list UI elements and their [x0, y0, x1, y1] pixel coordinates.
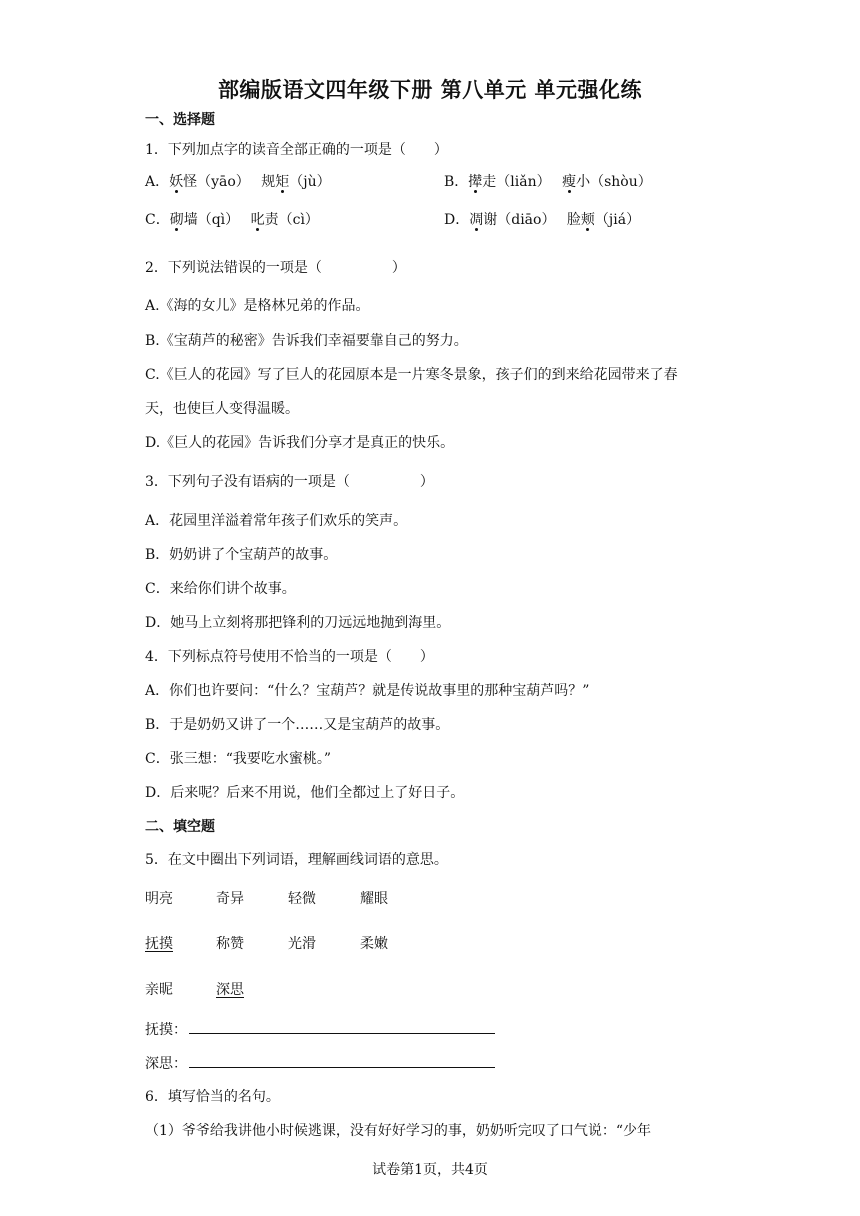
question-4-option-c: C．张三想：“我要吃水蜜桃。”: [145, 751, 332, 767]
question-4-option-a: A．你们也许要问：“什么？宝葫芦？就是传说故事里的那种宝葫芦吗？”: [145, 683, 590, 699]
question-1-stem: 1．下列加点字的读音全部正确的一项是（ ）: [145, 142, 448, 158]
question-4-option-d: D．后来呢？后来不用说，他们全都过上了好日子。: [145, 785, 465, 801]
word-item: 称赞: [216, 936, 244, 952]
page-footer: 试卷第1页，共4页: [372, 1162, 488, 1178]
answer-blank[interactable]: [189, 1019, 495, 1034]
word-item: 耀眼: [360, 891, 388, 907]
word-item: 柔嫩: [360, 936, 388, 952]
question-2-option-c-line1: C.《巨人的花园》写了巨人的花园原本是一片寒冬景象，孩子们的到来给花园带来了春: [145, 367, 678, 383]
answer-blank[interactable]: [189, 1053, 495, 1068]
dotted-char: 瘦: [562, 174, 577, 190]
answer-label: 抚摸：: [145, 1022, 187, 1038]
dotted-char: 砌: [169, 212, 184, 228]
question-3-option-a: A．花园里洋溢着常年孩子们欢乐的笑声。: [145, 513, 408, 529]
question-3-option-c: C．来给你们讲个故事。: [145, 581, 296, 597]
dotted-char: 叱: [250, 212, 265, 228]
section-heading-choice: 一、选择题: [145, 112, 215, 128]
answer-line-shensi: [145, 1053, 495, 1074]
word-item-underlined: 深思: [216, 982, 244, 998]
question-1-option-d: D．凋谢（diāo） 脸颊（jiá）: [444, 212, 641, 228]
section-heading-fill: 二、填空题: [145, 819, 215, 835]
question-2-option-d: D.《巨人的花园》告诉我们分享才是真正的快乐。: [145, 435, 455, 451]
question-6-sub-1: （1）爷爷给我讲他小时候逃课，没有好好学习的事，奶奶听完叹了口气说：“少年: [145, 1123, 652, 1139]
answer-label: 深思：: [145, 1056, 187, 1072]
question-6-stem: 6．填写恰当的名句。: [145, 1089, 280, 1105]
word-item-underlined: 抚摸: [145, 936, 173, 952]
dotted-char: 撵: [468, 174, 483, 190]
dotted-char: 凋: [469, 212, 484, 228]
question-4-stem: 4．下列标点符号使用不恰当的一项是（ ）: [145, 649, 434, 665]
dotted-char: 颊: [580, 212, 595, 228]
question-3-option-d: D．她马上立刻将那把锋利的刀远远地抛到海里。: [145, 615, 451, 631]
question-1-option-c: C．砌墙（qì） 叱责（cì）: [145, 212, 319, 228]
dotted-char: 妖: [169, 174, 184, 190]
question-1-option-a: A．妖怪（yāo） 规矩（jù）: [145, 174, 331, 190]
answer-line-fumo: [145, 1019, 495, 1040]
question-2-option-c-line2: 天，也使巨人变得温暖。: [145, 401, 299, 417]
question-2-option-a: A.《海的女儿》是格林兄弟的作品。: [145, 298, 370, 314]
word-item: 光滑: [288, 936, 316, 952]
word-item: 明亮: [145, 891, 173, 907]
question-1-option-b: B．撵走（liǎn） 瘦小（shòu）: [444, 174, 652, 190]
question-2-stem: 2．下列说法错误的一项是（ ）: [145, 260, 406, 276]
word-item: 奇异: [216, 891, 244, 907]
word-item: 轻微: [288, 891, 316, 907]
question-5-stem: 5．在文中圈出下列词语，理解画线词语的意思。: [145, 852, 448, 868]
question-3-stem: 3．下列句子没有语病的一项是（ ）: [145, 474, 434, 490]
page-title: 部编版语文四年级下册 第八单元 单元强化练: [217, 78, 643, 102]
question-3-option-b: B．奶奶讲了个宝葫芦的故事。: [145, 547, 338, 563]
question-4-option-b: B．于是奶奶又讲了一个……又是宝葫芦的故事。: [145, 717, 450, 733]
dotted-char: 矩: [275, 174, 290, 190]
question-2-option-b: B.《宝葫芦的秘密》告诉我们幸福要靠自己的努力。: [145, 333, 468, 349]
word-item: 亲昵: [145, 982, 173, 998]
